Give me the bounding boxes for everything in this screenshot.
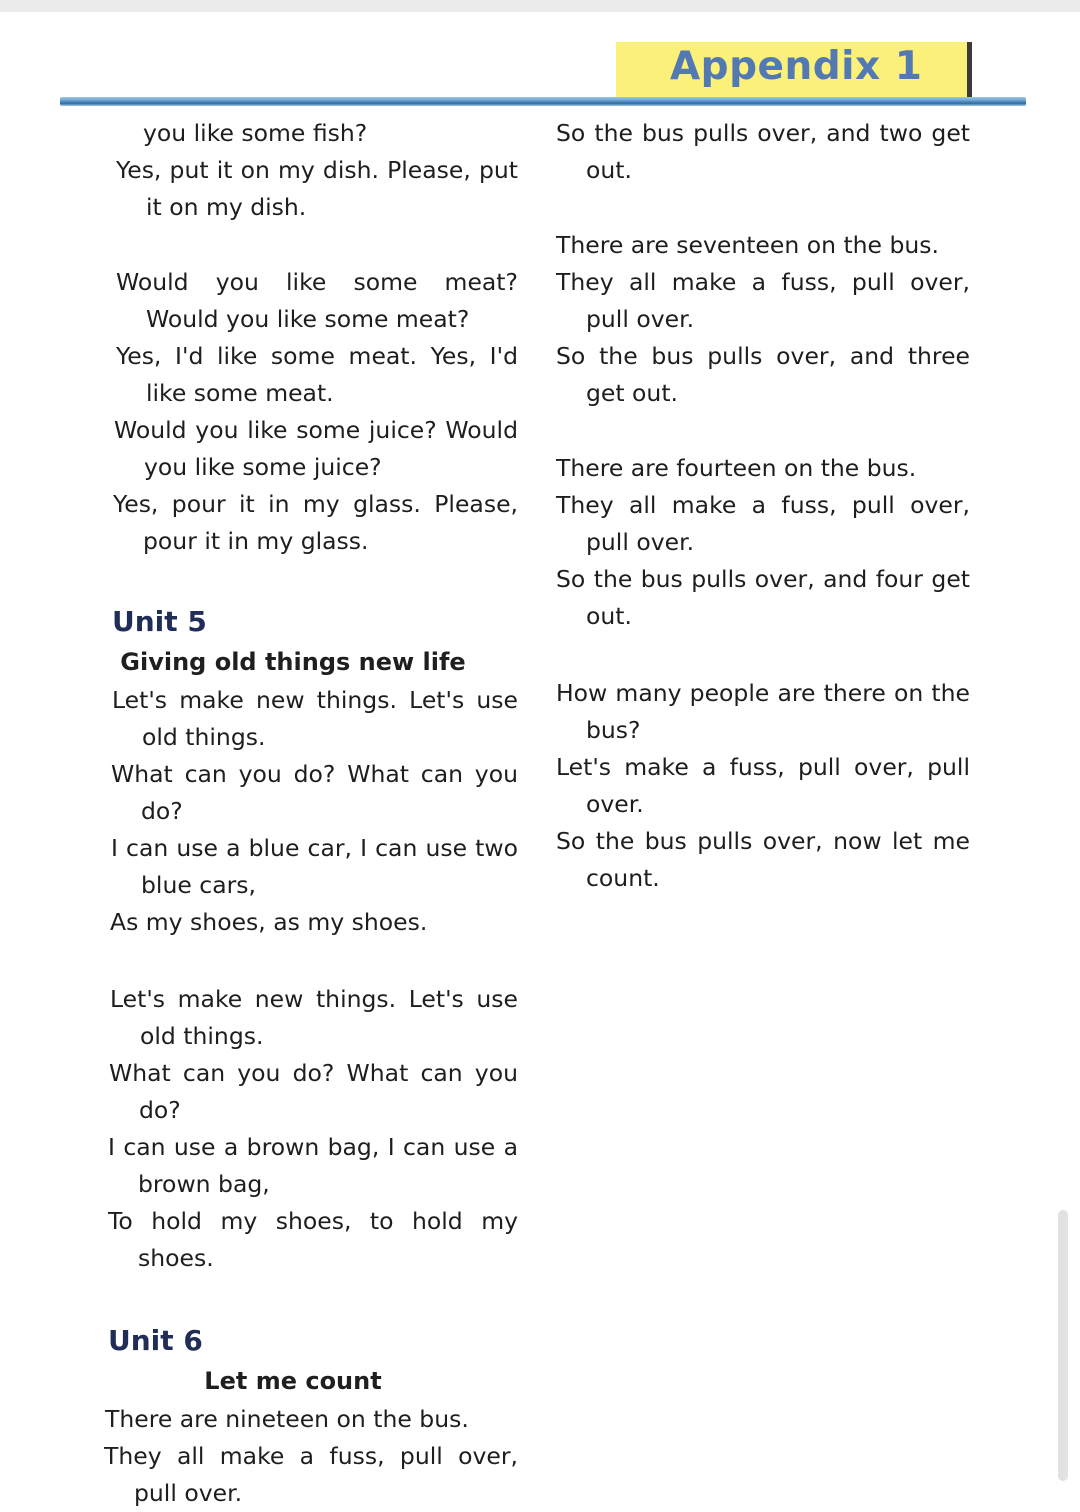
lyric-line: Would you like some juice? Would you like some juice?: [114, 416, 518, 481]
lyric-line: So the bus pulls over, now let me count.: [556, 827, 970, 892]
lyric-line: What can you do? What can you do?: [109, 1059, 518, 1124]
stanza-gap: [108, 560, 518, 598]
lyric-line: I can use a brown bag, I can use a brown bag,: [108, 1133, 518, 1198]
lyric-line: Yes, pour it in my glass. Please, pour it in my glass.: [113, 490, 518, 555]
lyric-line: They all make a fuss, pull over, pull over.: [104, 1442, 518, 1507]
lyric-line: Let's make a fuss, pull over, pull over.: [556, 753, 970, 818]
lyric-line: I can use a blue car, I can use two blue cars,: [111, 834, 518, 899]
lyric-line: To hold my shoes, to hold my shoes.: [108, 1207, 518, 1272]
left-column: [104, 115, 518, 1512]
lyric-line: Yes, I'd like some meat. Yes, I'd like some meat.: [116, 342, 518, 407]
lyric-line: As my shoes, as my shoes.: [110, 908, 428, 936]
stanza-gap: [556, 412, 970, 450]
stanza-gap: [108, 1277, 518, 1317]
unit-5-heading: Unit 5: [112, 605, 207, 638]
right-column: [556, 115, 970, 897]
unit-6-song-title: Let me count: [204, 1367, 382, 1395]
stanza-gap: [556, 189, 970, 227]
lyric-line: Would you like some meat? Would you like some meat?: [116, 268, 518, 333]
stanza-gap: [108, 941, 518, 981]
lyric-line: They all make a fuss, pull over, pull over.: [556, 491, 970, 556]
lyric-line: How many people are there on the bus?: [556, 679, 970, 744]
lyric-line: So the bus pulls over, and two get out.: [556, 119, 970, 184]
lyric-line: Let's make new things. Let's use old things.: [110, 985, 518, 1050]
lyric-line: There are fourteen on the bus.: [556, 454, 917, 482]
lyric-line: So the bus pulls over, and three get out.: [556, 342, 970, 407]
lyric-line: What can you do? What can you do?: [111, 760, 518, 825]
lyric-line: There are nineteen on the bus.: [105, 1405, 469, 1433]
lyric-line: you like some fish?: [143, 119, 368, 147]
lyric-line: Yes, put it on my dish. Please, put it on my dish.: [116, 156, 518, 221]
header-rule: [60, 97, 1026, 106]
appendix-title: Appendix 1: [670, 44, 923, 89]
appendix-tab: [616, 42, 972, 98]
stanza-gap: [108, 226, 518, 264]
lyric-line: So the bus pulls over, and four get out.: [556, 565, 970, 630]
top-strip: [0, 0, 1080, 12]
stanza-gap: [556, 635, 970, 675]
lyric-line: There are seventeen on the bus.: [556, 231, 940, 259]
lyric-line: Let's make new things. Let's use old things.: [112, 686, 518, 751]
unit-5-song-title: Giving old things new life: [120, 648, 466, 676]
scrollbar[interactable]: [1058, 1210, 1068, 1481]
unit-6-heading: Unit 6: [108, 1324, 203, 1357]
lyric-line: They all make a fuss, pull over, pull over.: [556, 268, 970, 333]
